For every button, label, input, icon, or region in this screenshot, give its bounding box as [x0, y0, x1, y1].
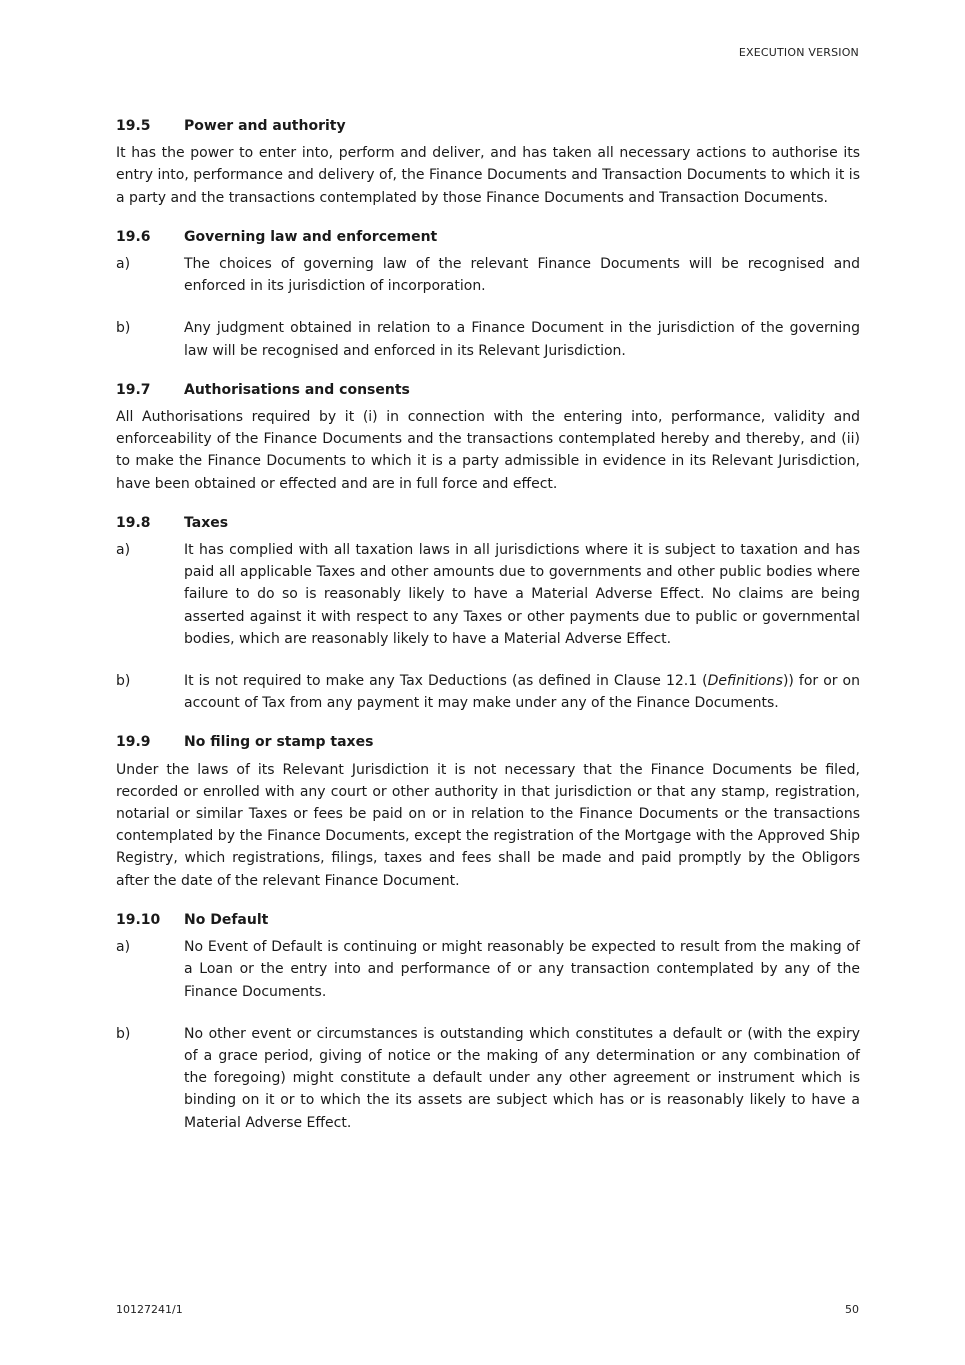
- section-number: 19.6: [116, 228, 151, 245]
- list-item: [116, 670, 860, 714]
- section-title: Authorisations and consents: [184, 381, 410, 398]
- item-text: [184, 670, 860, 714]
- section-19-6: [116, 226, 860, 362]
- section-19-8: [116, 512, 860, 715]
- section-19-5: [116, 115, 860, 209]
- section-19-10: [116, 909, 860, 1134]
- item-label: b): [116, 320, 131, 337]
- item-text: No other event or circumstances is outstanding which constitutes a default or (with the expiry of a grace period, giving of notice or the making of any determination or any combination of the foregoing) might constitute a default under any other agreement or instrument which is binding on it or to which the its assets are subject which has or is reasonably likely to have a Material Adverse Effect.: [184, 1025, 860, 1131]
- list-item: [116, 539, 860, 650]
- item-text-before: It is not required to make any Tax Deductions (as defined in Clause 12.1 (: [184, 673, 708, 690]
- section-heading: [116, 379, 860, 401]
- section-title: No Default: [184, 911, 269, 928]
- item-text: No Event of Default is continuing or might reasonably be expected to result from the making of a Loan or the entry into and performance of or any transaction contemplated by any of the Finance Documents.: [184, 939, 860, 1000]
- list-item: [116, 317, 860, 361]
- section-number: 19.8: [116, 514, 151, 531]
- section-19-7: [116, 379, 860, 495]
- item-text: Any judgment obtained in relation to a Finance Document in the jurisdiction of the governing law will be recognised and enforced in its Relevant Jurisdiction.: [184, 320, 860, 359]
- section-heading: [116, 115, 860, 137]
- section-title: Governing law and enforcement: [184, 228, 438, 245]
- list-item: [116, 253, 860, 297]
- document-body: [116, 115, 860, 1151]
- section-paragraph: It has the power to enter into, perform and deliver, and has taken all necessary actions to authorise its entry into, performance and delivery of, the Finance Documents and Transaction Documents to which it is a party and the transactions contemplated by those Finance Documents and Transaction Documents.: [116, 145, 860, 206]
- section-title: Taxes: [184, 514, 229, 531]
- item-label: a): [116, 542, 131, 559]
- section-number: 19.5: [116, 118, 151, 134]
- item-label: a): [116, 939, 131, 956]
- section-heading: [116, 226, 860, 248]
- section-heading: [116, 909, 860, 931]
- header-execution-version: EXECUTION VERSION: [738, 46, 859, 59]
- section-paragraph: All Authorisations required by it (i) in connection with the entering into, performance, validity and enforceability of the Finance Documents and the transactions contemplated hereby and thereby, and (ii) to make the Finance Documents to which it is a party admissible in evidence in its Relevant Jurisdiction, have been obtained or effected and are in full force and effect.: [116, 409, 860, 492]
- definitions-reference: Definitions: [707, 673, 783, 690]
- item-label: a): [116, 256, 131, 273]
- section-title: Power and authority: [184, 118, 346, 134]
- item-text: It has complied with all taxation laws in all jurisdictions where it is subject to taxation and has paid all applicable Taxes and other amounts due to governments and other public bodies where failure to do so is reasonably likely to have a Material Adverse Effect. No claims are being asserted against it with respect to any Taxes or other payments due to public or governmental bodies, which are reasonably likely to have a Material Adverse Effect.: [184, 542, 860, 647]
- section-19-9: [116, 731, 860, 891]
- item-label: b): [116, 1025, 131, 1042]
- section-heading: [116, 512, 860, 534]
- section-number: 19.10: [116, 911, 161, 928]
- item-label: b): [116, 673, 131, 690]
- section-heading: [116, 731, 860, 753]
- section-title: No filing or stamp taxes: [184, 734, 374, 751]
- item-text: The choices of governing law of the relevant Finance Documents will be recognised and enforced in its jurisdiction of incorporation.: [184, 256, 860, 295]
- list-item: [116, 936, 860, 1003]
- footer-page-number: 50: [845, 1303, 859, 1316]
- item-text-after: )) for or on account of Tax from any payment it may make under any of the Finance Documents.: [184, 673, 860, 712]
- list-item: [116, 1023, 860, 1134]
- section-number: 19.7: [116, 381, 151, 398]
- section-paragraph: Under the laws of its Relevant Jurisdiction it is not necessary that the Finance Documents be filed, recorded or enrolled with any court or other authority in that jurisdiction or that any stamp, registration, notarial or similar Taxes or fees be paid on or in relation to the Finance Documents or the transactions contemplated by the Finance Documents, except the registration of the Mortgage with the Approved Ship Registry, which registrations, filings, taxes and fees shall be made and paid promptly by the Obligors after the date of the relevant Finance Document.: [116, 761, 860, 889]
- footer-document-reference: 10127241/1: [116, 1303, 183, 1316]
- section-number: 19.9: [116, 734, 151, 751]
